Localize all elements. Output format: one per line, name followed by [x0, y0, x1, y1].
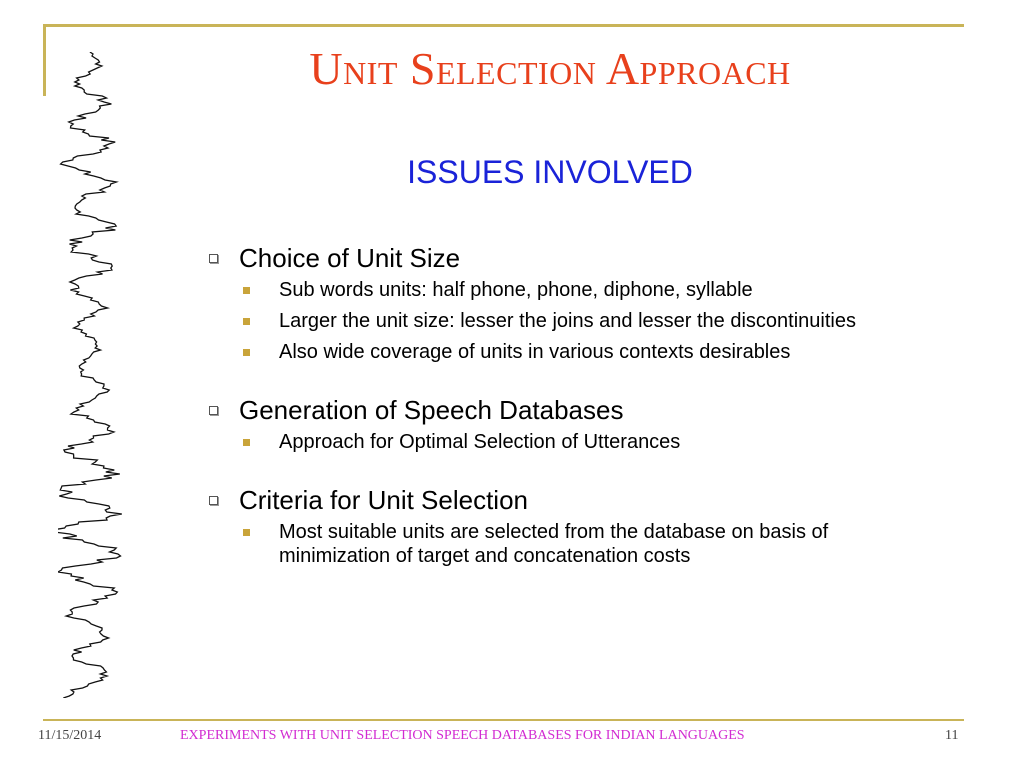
sub-bullet-list — [205, 520, 925, 568]
frame-left-line — [43, 24, 46, 96]
bullet-level1 — [205, 484, 925, 516]
footer-title: EXPERIMENTS WITH UNIT SELECTION SPEECH DATABASES FOR INDIAN LANGUAGES — [180, 728, 745, 743]
bullet-level2 — [205, 278, 899, 302]
bullet-text: Sub words units: half phone, phone, diphone, syllable — [279, 279, 753, 301]
filled-square-bullet-icon — [243, 318, 250, 325]
sub-bullet-list — [205, 430, 925, 454]
bullet-level1 — [205, 242, 925, 274]
section-heading: Generation of Speech Databases — [239, 395, 624, 425]
section-selection-criteria — [205, 484, 925, 568]
bullet-text: Approach for Optimal Selection of Utterances — [279, 431, 681, 453]
filled-square-bullet-icon — [243, 349, 250, 356]
hollow-square-bullet-icon — [209, 496, 218, 505]
hollow-square-bullet-icon — [209, 254, 218, 263]
section-unit-size — [205, 242, 925, 364]
speech-waveform-icon — [58, 52, 122, 698]
frame-bottom-line — [43, 719, 964, 721]
bullet-text: Most suitable units are selected from the database on basis of minimization of target and concatenation costs — [279, 521, 829, 567]
slide-subtitle: ISSUES INVOLVED — [407, 154, 693, 190]
section-heading: Criteria for Unit Selection — [239, 485, 528, 515]
bullet-content — [205, 242, 925, 598]
hollow-square-bullet-icon — [209, 406, 218, 415]
filled-square-bullet-icon — [243, 529, 250, 536]
bullet-text: Larger the unit size: lesser the joins and lesser the discontinuities — [279, 310, 856, 332]
page-number: 11 — [945, 728, 959, 743]
filled-square-bullet-icon — [243, 287, 250, 294]
sub-bullet-list — [205, 278, 925, 364]
section-speech-databases — [205, 394, 925, 454]
bullet-level2 — [205, 340, 899, 364]
bullet-level2 — [205, 309, 899, 333]
section-heading: Choice of Unit Size — [239, 243, 461, 273]
frame-top-line — [43, 24, 964, 27]
filled-square-bullet-icon — [243, 439, 250, 446]
bullet-level2 — [205, 520, 899, 568]
bullet-level1 — [205, 394, 925, 426]
bullet-level2 — [205, 430, 899, 454]
bullet-text: Also wide coverage of units in various contexts desirables — [279, 341, 791, 363]
slide-title: Unit Selection Approach — [309, 43, 791, 94]
footer-date: 11/15/2014 — [38, 728, 102, 743]
